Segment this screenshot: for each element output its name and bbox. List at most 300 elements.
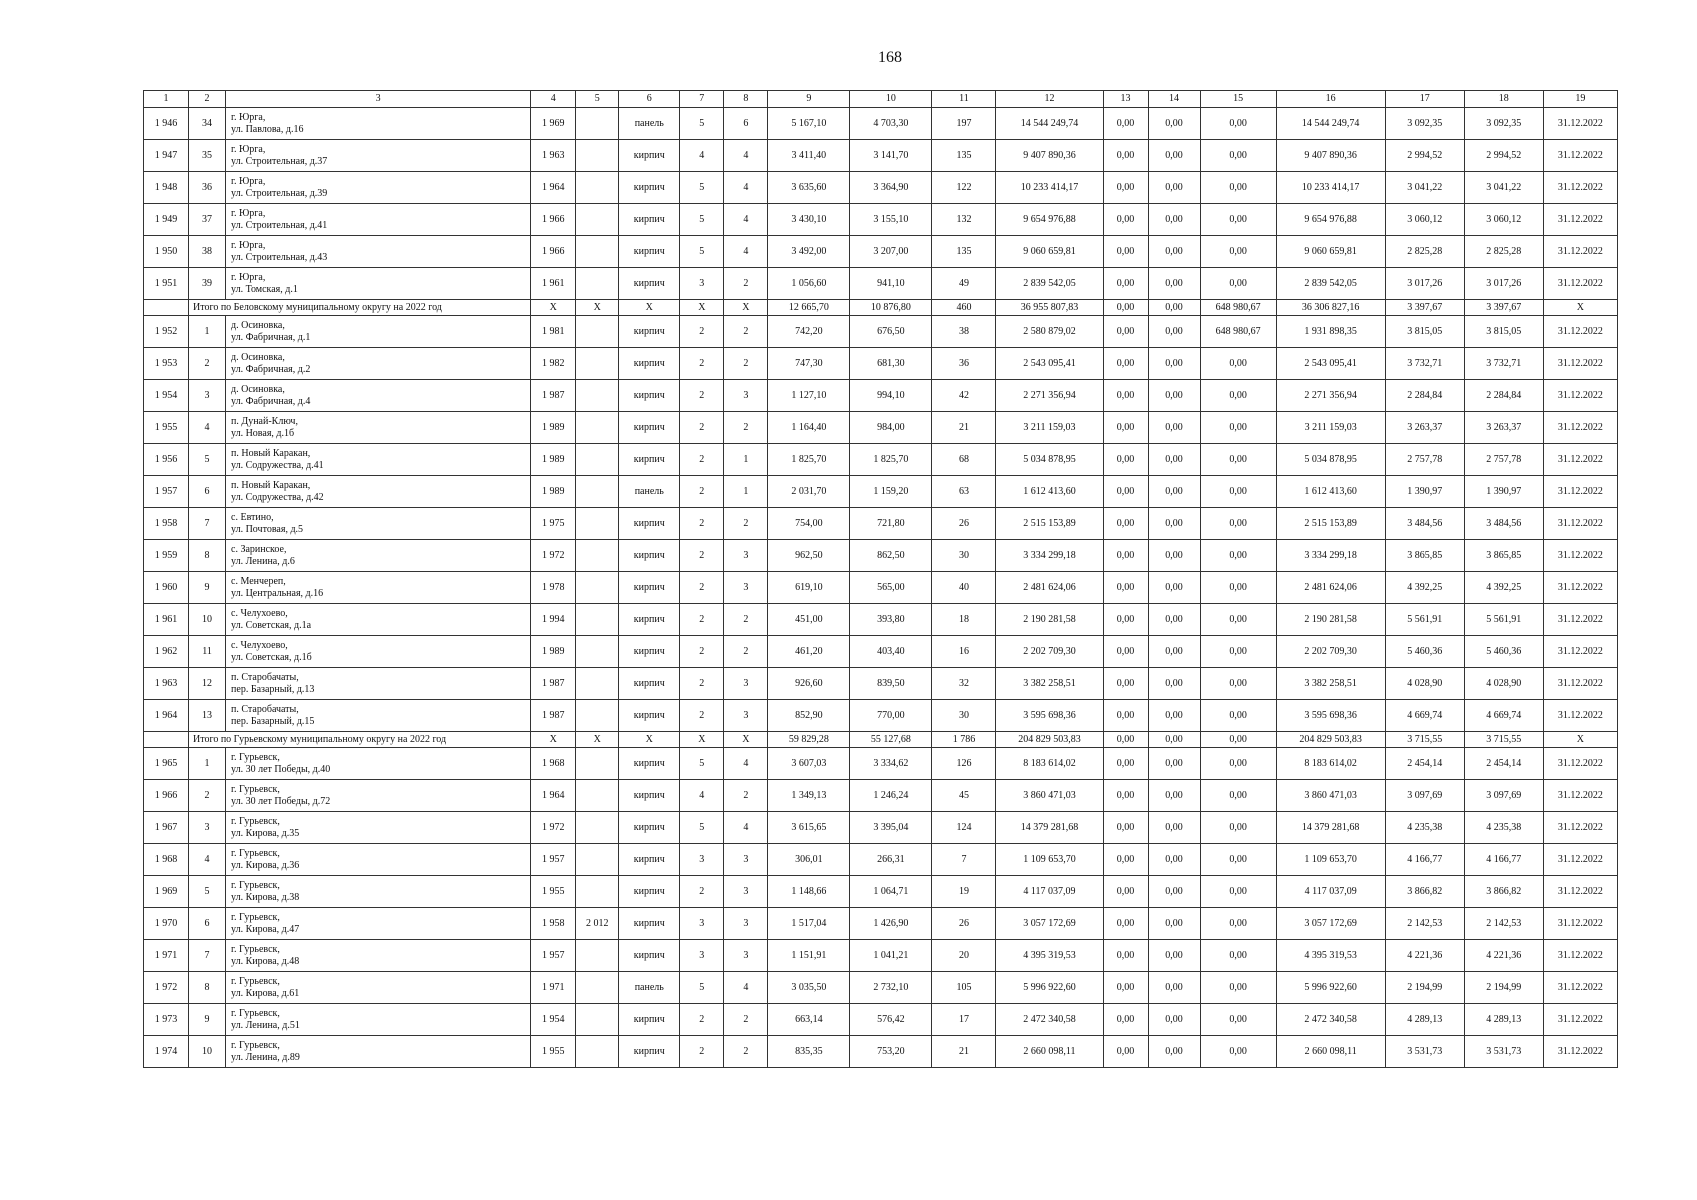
data-cell: 2 bbox=[680, 444, 724, 476]
data-cell: 0,00 bbox=[1148, 700, 1200, 732]
data-cell: 3 595 698,36 bbox=[1276, 700, 1385, 732]
data-cell: 0,00 bbox=[1200, 204, 1276, 236]
local-number-cell: 6 bbox=[189, 908, 226, 940]
data-cell: 3 263,37 bbox=[1464, 412, 1543, 444]
data-cell: 31.12.2022 bbox=[1543, 1004, 1617, 1036]
table-row bbox=[144, 204, 1618, 236]
data-cell: 4 703,30 bbox=[850, 108, 932, 140]
data-cell: 2 bbox=[680, 700, 724, 732]
local-number-cell: 8 bbox=[189, 972, 226, 1004]
data-cell: 3 057 172,69 bbox=[996, 908, 1103, 940]
data-cell: 1 127,10 bbox=[768, 380, 850, 412]
data-cell: 852,90 bbox=[768, 700, 850, 732]
data-cell: 63 bbox=[932, 476, 996, 508]
subtotal-label: Итого по Гурьевскому муниципальному округу на 2022 год bbox=[189, 732, 531, 748]
data-cell: 1 964 bbox=[531, 780, 576, 812]
data-cell: 3 207,00 bbox=[850, 236, 932, 268]
address-street: ул. Строительная, д.41 bbox=[231, 219, 328, 231]
data-cell: 3 092,35 bbox=[1464, 108, 1543, 140]
data-cell: 3 017,26 bbox=[1464, 268, 1543, 300]
data-cell: 721,80 bbox=[850, 508, 932, 540]
address-street: ул. Фабричная, д.1 bbox=[231, 331, 311, 343]
data-cell bbox=[576, 812, 619, 844]
data-cell: 31.12.2022 bbox=[1543, 700, 1617, 732]
data-cell: 2 660 098,11 bbox=[996, 1036, 1103, 1068]
data-cell: 0,00 bbox=[1200, 412, 1276, 444]
data-cell: 2 543 095,41 bbox=[996, 348, 1103, 380]
data-cell: 2 bbox=[724, 268, 768, 300]
data-cell: 31.12.2022 bbox=[1543, 316, 1617, 348]
data-cell: 2 012 bbox=[576, 908, 619, 940]
data-cell bbox=[576, 668, 619, 700]
local-number-cell: 7 bbox=[189, 940, 226, 972]
data-cell: 0,00 bbox=[1103, 812, 1148, 844]
address-locality: г. Гурьевск, bbox=[231, 847, 280, 859]
address-cell bbox=[226, 140, 531, 172]
data-cell: 3 bbox=[680, 268, 724, 300]
data-cell bbox=[576, 476, 619, 508]
data-cell: 2 142,53 bbox=[1385, 908, 1464, 940]
data-cell: 3 035,50 bbox=[768, 972, 850, 1004]
address-cell bbox=[226, 940, 531, 972]
data-cell: 5 460,36 bbox=[1385, 636, 1464, 668]
data-cell: 2 142,53 bbox=[1464, 908, 1543, 940]
address-cell bbox=[226, 316, 531, 348]
data-cell: 135 bbox=[932, 236, 996, 268]
data-cell: 1 958 bbox=[531, 908, 576, 940]
local-number-cell: 10 bbox=[189, 1036, 226, 1068]
data-cell bbox=[576, 572, 619, 604]
data-cell: 0,00 bbox=[1148, 348, 1200, 380]
data-cell: 2 472 340,58 bbox=[1276, 1004, 1385, 1036]
data-cell: 1 966 bbox=[531, 236, 576, 268]
row-number-cell: 1 960 bbox=[144, 572, 189, 604]
local-number-cell: 6 bbox=[189, 476, 226, 508]
data-cell: 0,00 bbox=[1200, 268, 1276, 300]
address-cell bbox=[226, 972, 531, 1004]
data-cell: кирпич bbox=[619, 748, 680, 780]
data-cell: 3 bbox=[680, 908, 724, 940]
address-locality: г. Гурьевск, bbox=[231, 975, 280, 987]
address-locality: п. Новый Каракан, bbox=[231, 447, 311, 459]
data-cell: 2 bbox=[680, 1004, 724, 1036]
table-row bbox=[144, 876, 1618, 908]
data-cell: кирпич bbox=[619, 1004, 680, 1036]
data-cell: 4 669,74 bbox=[1464, 700, 1543, 732]
data-cell: 3 bbox=[724, 908, 768, 940]
subtotal-cell: 3 397,67 bbox=[1385, 300, 1464, 316]
data-cell: 5 996 922,60 bbox=[1276, 972, 1385, 1004]
subtotal-cell: 3 715,55 bbox=[1385, 732, 1464, 748]
data-cell: 5 bbox=[680, 204, 724, 236]
data-cell: 31.12.2022 bbox=[1543, 876, 1617, 908]
subtotal-cell: X bbox=[576, 732, 619, 748]
data-cell bbox=[576, 444, 619, 476]
data-cell: 3 866,82 bbox=[1464, 876, 1543, 908]
data-cell: 2 bbox=[724, 508, 768, 540]
data-cell: 0,00 bbox=[1103, 444, 1148, 476]
address-street: ул. Почтовая, д.5 bbox=[231, 523, 304, 535]
table-row bbox=[144, 844, 1618, 876]
data-cell: 0,00 bbox=[1200, 1036, 1276, 1068]
data-cell: 1 955 bbox=[531, 1036, 576, 1068]
data-cell: 5 bbox=[680, 972, 724, 1004]
data-cell: 0,00 bbox=[1103, 380, 1148, 412]
data-cell: 1 955 bbox=[531, 876, 576, 908]
data-cell: кирпич bbox=[619, 1036, 680, 1068]
table-row bbox=[144, 172, 1618, 204]
data-cell: 1 390,97 bbox=[1385, 476, 1464, 508]
data-cell: 4 bbox=[724, 204, 768, 236]
data-cell: 681,30 bbox=[850, 348, 932, 380]
address-cell bbox=[226, 380, 531, 412]
data-cell: 0,00 bbox=[1148, 108, 1200, 140]
data-cell: 3 bbox=[724, 540, 768, 572]
data-cell: кирпич bbox=[619, 940, 680, 972]
address-locality: с. Евтино, bbox=[231, 511, 274, 523]
data-cell: 132 bbox=[932, 204, 996, 236]
address-street: ул. 30 лет Победы, д.40 bbox=[231, 763, 331, 775]
data-cell: 4 221,36 bbox=[1385, 940, 1464, 972]
data-cell: 0,00 bbox=[1200, 508, 1276, 540]
data-cell: 4 028,90 bbox=[1385, 668, 1464, 700]
data-cell bbox=[576, 604, 619, 636]
data-cell: 2 515 153,89 bbox=[1276, 508, 1385, 540]
row-number-cell: 1 965 bbox=[144, 748, 189, 780]
data-cell: 3 bbox=[724, 380, 768, 412]
data-cell: 31.12.2022 bbox=[1543, 476, 1617, 508]
address-street: ул. Строительная, д.37 bbox=[231, 155, 328, 167]
data-cell: 3 334 299,18 bbox=[1276, 540, 1385, 572]
data-cell: 0,00 bbox=[1148, 748, 1200, 780]
subtotal-cell: X bbox=[1543, 732, 1617, 748]
row-number-cell: 1 966 bbox=[144, 780, 189, 812]
column-number-header: 13 bbox=[1103, 91, 1148, 108]
data-cell: 1 987 bbox=[531, 380, 576, 412]
data-cell: 197 bbox=[932, 108, 996, 140]
data-cell: 0,00 bbox=[1200, 236, 1276, 268]
column-number-header: 12 bbox=[996, 91, 1103, 108]
data-cell: 0,00 bbox=[1200, 668, 1276, 700]
data-cell: 31.12.2022 bbox=[1543, 108, 1617, 140]
data-cell: кирпич bbox=[619, 140, 680, 172]
data-cell: 0,00 bbox=[1103, 172, 1148, 204]
address-cell bbox=[226, 540, 531, 572]
data-cell: 14 544 249,74 bbox=[996, 108, 1103, 140]
address-locality: с. Челухоево, bbox=[231, 607, 288, 619]
table-row bbox=[144, 316, 1618, 348]
local-number-cell: 7 bbox=[189, 508, 226, 540]
data-cell: 2 bbox=[680, 876, 724, 908]
data-cell: кирпич bbox=[619, 540, 680, 572]
data-cell bbox=[576, 700, 619, 732]
data-cell: 1 994 bbox=[531, 604, 576, 636]
data-cell: 1 971 bbox=[531, 972, 576, 1004]
row-number-cell: 1 961 bbox=[144, 604, 189, 636]
data-cell: 754,00 bbox=[768, 508, 850, 540]
data-cell bbox=[576, 972, 619, 1004]
data-cell: 3 732,71 bbox=[1385, 348, 1464, 380]
row-number-cell: 1 971 bbox=[144, 940, 189, 972]
local-number-cell: 3 bbox=[189, 812, 226, 844]
data-cell: 0,00 bbox=[1103, 140, 1148, 172]
data-cell: кирпич bbox=[619, 412, 680, 444]
data-cell: 1 931 898,35 bbox=[1276, 316, 1385, 348]
data-cell: 1 987 bbox=[531, 668, 576, 700]
data-cell: 4 117 037,09 bbox=[996, 876, 1103, 908]
data-cell: 1 151,91 bbox=[768, 940, 850, 972]
row-number-cell: 1 970 bbox=[144, 908, 189, 940]
data-cell: 676,50 bbox=[850, 316, 932, 348]
data-cell bbox=[576, 844, 619, 876]
data-cell: 1 982 bbox=[531, 348, 576, 380]
data-cell: 2 194,99 bbox=[1385, 972, 1464, 1004]
data-cell: 2 271 356,94 bbox=[1276, 380, 1385, 412]
subtotal-empty-cell bbox=[144, 732, 189, 748]
data-cell: 26 bbox=[932, 508, 996, 540]
local-number-cell: 5 bbox=[189, 444, 226, 476]
data-cell: 0,00 bbox=[1200, 748, 1276, 780]
table-row bbox=[144, 940, 1618, 972]
data-cell: 0,00 bbox=[1200, 636, 1276, 668]
data-cell: 994,10 bbox=[850, 380, 932, 412]
data-cell: 42 bbox=[932, 380, 996, 412]
data-cell: 1 963 bbox=[531, 140, 576, 172]
data-cell bbox=[576, 508, 619, 540]
column-number-header: 1 bbox=[144, 91, 189, 108]
local-number-cell: 5 bbox=[189, 876, 226, 908]
row-number-cell: 1 950 bbox=[144, 236, 189, 268]
local-number-cell: 1 bbox=[189, 316, 226, 348]
column-number-header: 15 bbox=[1200, 91, 1276, 108]
data-cell: 3 211 159,03 bbox=[1276, 412, 1385, 444]
data-cell: 0,00 bbox=[1148, 268, 1200, 300]
data-cell: 30 bbox=[932, 540, 996, 572]
column-number-header: 6 bbox=[619, 91, 680, 108]
data-cell: 31.12.2022 bbox=[1543, 604, 1617, 636]
data-cell: 31.12.2022 bbox=[1543, 940, 1617, 972]
local-number-cell: 2 bbox=[189, 780, 226, 812]
table-body bbox=[144, 91, 1618, 1068]
data-cell: 2 994,52 bbox=[1385, 140, 1464, 172]
register-table bbox=[143, 90, 1618, 1068]
table-row bbox=[144, 748, 1618, 780]
table-row bbox=[144, 476, 1618, 508]
data-cell: 941,10 bbox=[850, 268, 932, 300]
data-cell: 0,00 bbox=[1103, 348, 1148, 380]
data-cell: 3 bbox=[680, 940, 724, 972]
data-cell: 770,00 bbox=[850, 700, 932, 732]
subtotal-cell: 0,00 bbox=[1148, 300, 1200, 316]
data-cell: 3 155,10 bbox=[850, 204, 932, 236]
data-cell: 9 654 976,88 bbox=[996, 204, 1103, 236]
row-number-cell: 1 956 bbox=[144, 444, 189, 476]
data-cell: 393,80 bbox=[850, 604, 932, 636]
address-cell bbox=[226, 268, 531, 300]
data-cell: 1 957 bbox=[531, 940, 576, 972]
data-cell: 1 989 bbox=[531, 476, 576, 508]
row-number-cell: 1 958 bbox=[144, 508, 189, 540]
address-locality: г. Юрга, bbox=[231, 143, 266, 155]
data-cell: 4 bbox=[724, 140, 768, 172]
table-row bbox=[144, 636, 1618, 668]
data-cell: 0,00 bbox=[1148, 140, 1200, 172]
row-number-cell: 1 972 bbox=[144, 972, 189, 1004]
data-cell: 14 544 249,74 bbox=[1276, 108, 1385, 140]
data-cell: 2 515 153,89 bbox=[996, 508, 1103, 540]
data-cell: 2 994,52 bbox=[1464, 140, 1543, 172]
table-row bbox=[144, 700, 1618, 732]
data-cell: 0,00 bbox=[1200, 444, 1276, 476]
address-locality: г. Юрга, bbox=[231, 111, 266, 123]
data-cell: 0,00 bbox=[1103, 236, 1148, 268]
data-cell bbox=[576, 636, 619, 668]
data-cell: 835,35 bbox=[768, 1036, 850, 1068]
data-cell: 1 517,04 bbox=[768, 908, 850, 940]
data-cell: 14 379 281,68 bbox=[1276, 812, 1385, 844]
subtotal-cell: 59 829,28 bbox=[768, 732, 850, 748]
data-cell: 0,00 bbox=[1200, 476, 1276, 508]
data-cell: 49 bbox=[932, 268, 996, 300]
data-cell: 0,00 bbox=[1103, 844, 1148, 876]
data-cell: 31.12.2022 bbox=[1543, 348, 1617, 380]
data-cell: 3 bbox=[724, 940, 768, 972]
data-cell: 0,00 bbox=[1200, 572, 1276, 604]
subtotal-cell: 0,00 bbox=[1148, 732, 1200, 748]
table-row bbox=[144, 1004, 1618, 1036]
subtotal-row bbox=[144, 300, 1618, 316]
data-cell: кирпич bbox=[619, 316, 680, 348]
address-locality: г. Гурьевск, bbox=[231, 815, 280, 827]
data-cell: 2 757,78 bbox=[1385, 444, 1464, 476]
data-cell: 1 825,70 bbox=[768, 444, 850, 476]
data-cell: 0,00 bbox=[1148, 940, 1200, 972]
data-cell: 3 060,12 bbox=[1464, 204, 1543, 236]
address-locality: с. Челухоево, bbox=[231, 639, 288, 651]
local-number-cell: 37 bbox=[189, 204, 226, 236]
data-cell: 0,00 bbox=[1103, 940, 1148, 972]
row-number-cell: 1 959 bbox=[144, 540, 189, 572]
data-cell: 648 980,67 bbox=[1200, 316, 1276, 348]
data-cell: 16 bbox=[932, 636, 996, 668]
address-locality: г. Юрга, bbox=[231, 271, 266, 283]
address-street: пер. Базарный, д.15 bbox=[231, 715, 315, 727]
local-number-cell: 36 bbox=[189, 172, 226, 204]
data-cell: 31.12.2022 bbox=[1543, 172, 1617, 204]
data-cell: 4 669,74 bbox=[1385, 700, 1464, 732]
table-row bbox=[144, 604, 1618, 636]
data-cell: 3 595 698,36 bbox=[996, 700, 1103, 732]
data-cell: 0,00 bbox=[1200, 940, 1276, 972]
data-cell: 4 395 319,53 bbox=[1276, 940, 1385, 972]
data-cell: панель bbox=[619, 108, 680, 140]
data-cell: 1 390,97 bbox=[1464, 476, 1543, 508]
data-cell: 3 bbox=[724, 572, 768, 604]
address-street: ул. Павлова, д.16 bbox=[231, 123, 304, 135]
row-number-cell: 1 948 bbox=[144, 172, 189, 204]
data-cell: 68 bbox=[932, 444, 996, 476]
address-cell bbox=[226, 204, 531, 236]
row-number-cell: 1 954 bbox=[144, 380, 189, 412]
address-cell bbox=[226, 476, 531, 508]
column-number-header: 18 bbox=[1464, 91, 1543, 108]
data-cell: 0,00 bbox=[1200, 140, 1276, 172]
local-number-cell: 4 bbox=[189, 412, 226, 444]
data-cell: 3 815,05 bbox=[1385, 316, 1464, 348]
data-cell: 0,00 bbox=[1103, 540, 1148, 572]
address-street: ул. Кирова, д.35 bbox=[231, 827, 300, 839]
data-cell: 1 961 bbox=[531, 268, 576, 300]
data-cell: кирпич bbox=[619, 348, 680, 380]
table-row bbox=[144, 108, 1618, 140]
page-number: 168 bbox=[878, 49, 902, 66]
data-cell: 2 bbox=[680, 1036, 724, 1068]
data-cell: 2 bbox=[724, 412, 768, 444]
data-cell: кирпич bbox=[619, 444, 680, 476]
data-cell: 1 975 bbox=[531, 508, 576, 540]
data-cell: 3 092,35 bbox=[1385, 108, 1464, 140]
data-cell: 3 bbox=[724, 844, 768, 876]
row-number-cell: 1 973 bbox=[144, 1004, 189, 1036]
subtotal-cell: 12 665,70 bbox=[768, 300, 850, 316]
address-locality: г. Гурьевск, bbox=[231, 1039, 280, 1051]
data-cell: 4 392,25 bbox=[1385, 572, 1464, 604]
data-cell: 0,00 bbox=[1103, 412, 1148, 444]
data-cell: 3 017,26 bbox=[1385, 268, 1464, 300]
data-cell: 4 166,77 bbox=[1385, 844, 1464, 876]
data-cell: 2 660 098,11 bbox=[1276, 1036, 1385, 1068]
local-number-cell: 39 bbox=[189, 268, 226, 300]
data-cell: 0,00 bbox=[1103, 508, 1148, 540]
address-cell bbox=[226, 748, 531, 780]
subtotal-cell: 648 980,67 bbox=[1200, 300, 1276, 316]
row-number-cell: 1 955 bbox=[144, 412, 189, 444]
data-cell: 26 bbox=[932, 908, 996, 940]
subtotal-cell: X bbox=[576, 300, 619, 316]
data-cell: 31.12.2022 bbox=[1543, 140, 1617, 172]
data-cell bbox=[576, 940, 619, 972]
data-cell: 0,00 bbox=[1148, 476, 1200, 508]
data-cell: 2 839 542,05 bbox=[996, 268, 1103, 300]
data-cell: 2 bbox=[680, 348, 724, 380]
data-cell: 0,00 bbox=[1148, 780, 1200, 812]
data-cell: 1 612 413,60 bbox=[996, 476, 1103, 508]
data-cell: 5 167,10 bbox=[768, 108, 850, 140]
row-number-cell: 1 946 bbox=[144, 108, 189, 140]
data-cell: 1 041,21 bbox=[850, 940, 932, 972]
data-cell: 3 097,69 bbox=[1464, 780, 1543, 812]
address-street: ул. Новая, д.1б bbox=[231, 427, 295, 439]
data-cell: 0,00 bbox=[1148, 812, 1200, 844]
data-cell: 4 bbox=[724, 748, 768, 780]
data-cell: 0,00 bbox=[1200, 844, 1276, 876]
data-cell: 1 981 bbox=[531, 316, 576, 348]
data-cell: 4 bbox=[724, 972, 768, 1004]
address-cell bbox=[226, 780, 531, 812]
data-cell: кирпич bbox=[619, 508, 680, 540]
data-cell: 3 395,04 bbox=[850, 812, 932, 844]
subtotal-cell: X bbox=[680, 732, 724, 748]
data-cell: 0,00 bbox=[1200, 812, 1276, 844]
address-cell bbox=[226, 876, 531, 908]
data-cell: 0,00 bbox=[1200, 700, 1276, 732]
data-cell: 1 426,90 bbox=[850, 908, 932, 940]
data-cell: 4 235,38 bbox=[1464, 812, 1543, 844]
address-locality: г. Гурьевск, bbox=[231, 943, 280, 955]
data-cell: 8 183 614,02 bbox=[1276, 748, 1385, 780]
data-cell: 4 bbox=[724, 172, 768, 204]
address-cell bbox=[226, 844, 531, 876]
